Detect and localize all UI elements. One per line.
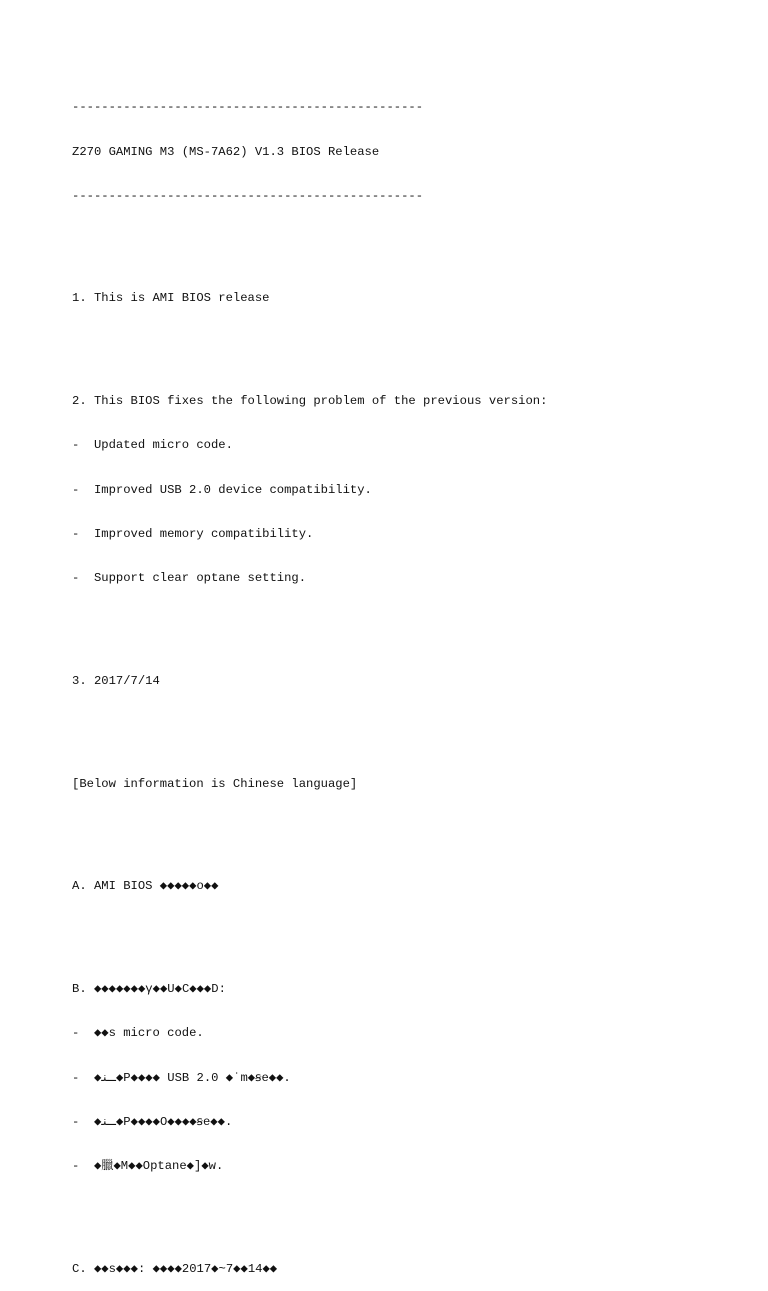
item-2-list-item: - Support clear optane setting. xyxy=(72,570,307,585)
item-b-list-item: - ◆ـﻨ◆P◆◆◆◆ USB 2.0 ◆ˈm◆ꞩe◆◆. xyxy=(72,1070,291,1085)
item-a-text: A. AMI BIOS ◆◆◆◆◆o◆◆ xyxy=(72,879,219,894)
item-b-heading: B. ◆◆◆◆◆◆◆γ◆◆U◆C◆◆◆D: xyxy=(72,982,226,997)
blank-line xyxy=(72,718,547,733)
item-c-text: C. ◆◆s◆◆◆: ◆◆◆◆2017◆~7◆◆14◆◆ xyxy=(72,1261,278,1276)
release-notes-document xyxy=(72,71,547,1291)
item-3-date: 3. 2017/7/14 xyxy=(72,673,160,688)
blank-line xyxy=(72,1203,547,1218)
item-2-heading: 2. This BIOS fixes the following problem of the previous version: xyxy=(72,394,548,409)
blank-line xyxy=(72,233,547,248)
blank-line xyxy=(72,821,547,836)
item-b-list-item: - ◆◆s micro code. xyxy=(72,1026,204,1041)
document-title: Z270 GAMING M3 (MS-7A62) V1.3 BIOS Release xyxy=(72,144,380,159)
blank-line xyxy=(72,336,547,351)
blank-line xyxy=(72,615,547,630)
item-2-list-item: - Improved USB 2.0 device compatibility. xyxy=(72,482,372,497)
blank-line xyxy=(72,924,547,939)
separator-rule-top: ------------------------------------------------ xyxy=(72,100,424,115)
separator-rule-bottom: ------------------------------------------------ xyxy=(72,188,424,203)
item-2-list-item: - Improved memory compatibility. xyxy=(72,526,314,541)
chinese-language-note: [Below information is Chinese language] xyxy=(72,776,358,791)
item-2-list-item: - Updated micro code. xyxy=(72,438,233,453)
item-1-text: 1. This is AMI BIOS release xyxy=(72,291,270,306)
item-b-list-item: - ◆臘◆M◆◆Optane◆]◆w. xyxy=(72,1158,224,1173)
item-b-list-item: - ◆ـﻨ◆P◆◆◆◆O◆◆◆◆ꞩe◆◆. xyxy=(72,1114,233,1129)
